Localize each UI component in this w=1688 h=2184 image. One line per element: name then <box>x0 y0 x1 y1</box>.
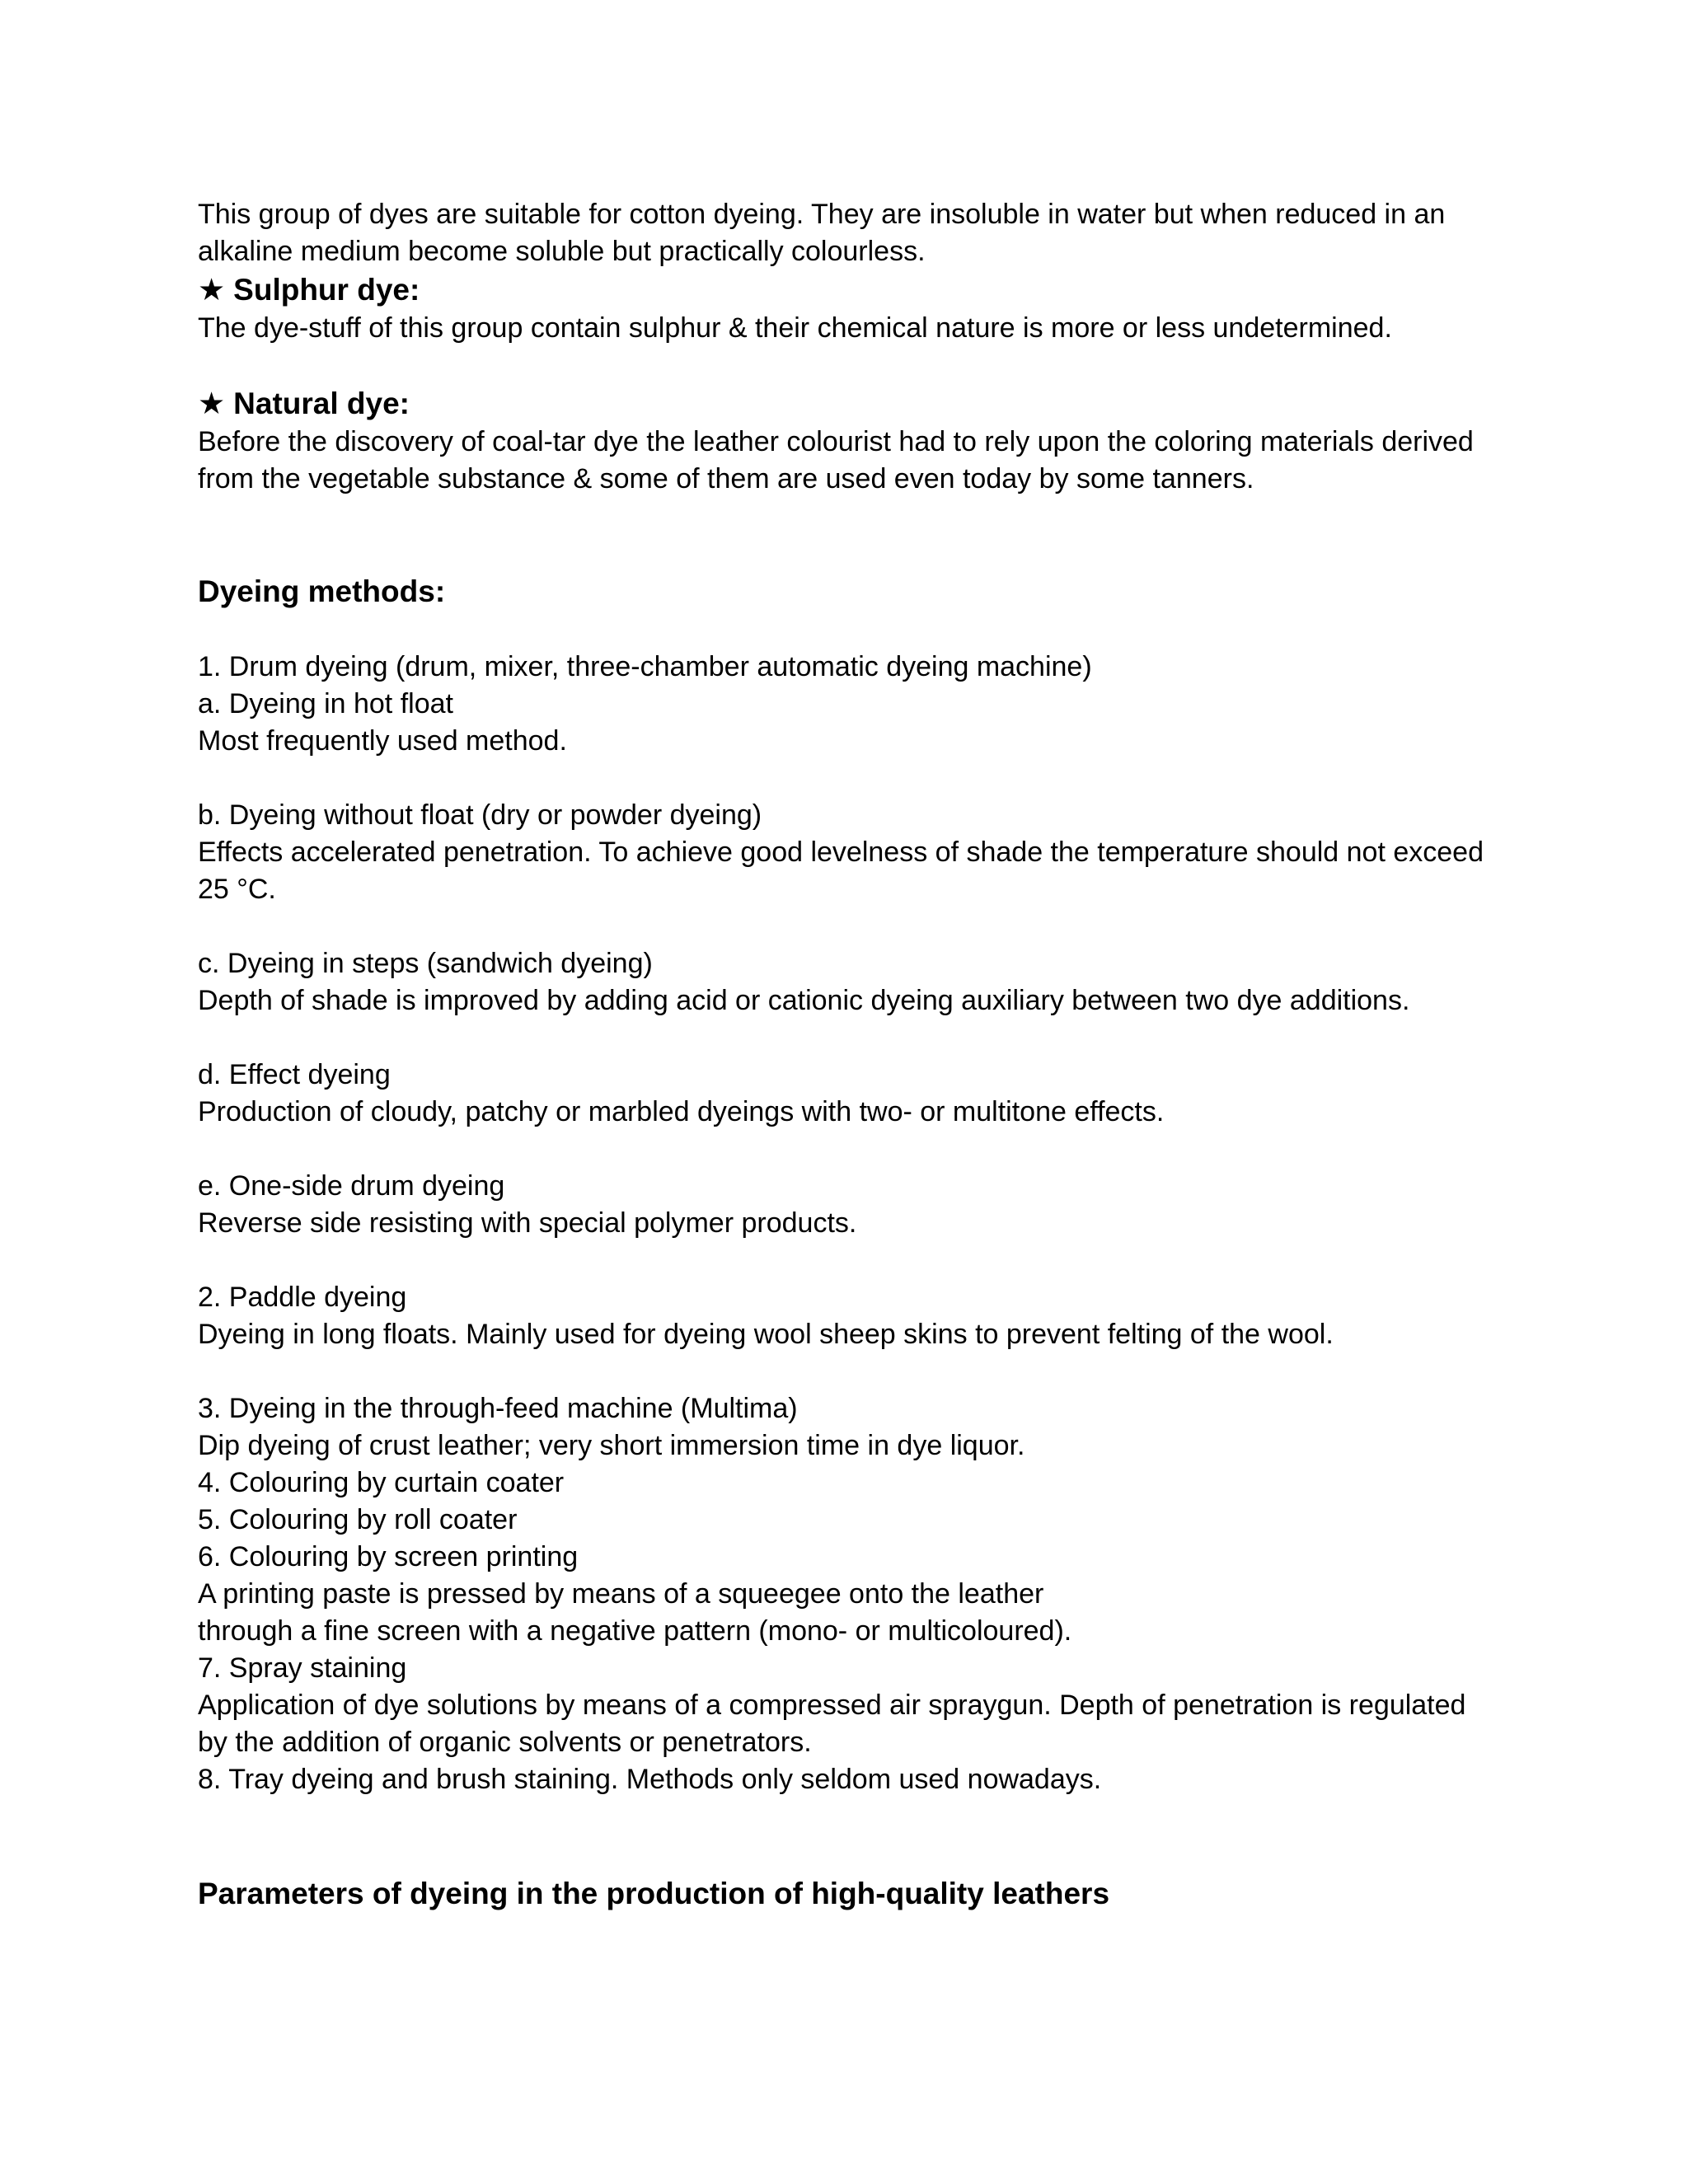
method-line: Reverse side resisting with special polymer products. <box>198 1207 857 1239</box>
spacer <box>198 612 1500 649</box>
parameters-heading: Parameters of dyeing in the production of high-quality leathers <box>198 1877 1110 1910</box>
method-line: 6. Colouring by screen printing <box>198 1541 579 1572</box>
star-bullet-icon: ★ <box>198 273 226 307</box>
method-line: 7. Spray staining <box>198 1652 407 1684</box>
method-line: Effects accelerated penetration. To achieve good levelness of shade the temperature should not exceed <box>198 837 1484 868</box>
method-line: Most frequently used method. <box>198 725 567 757</box>
natural-dye-text: from the vegetable substance & some of them are used even today by some tanners. <box>198 463 1254 494</box>
sulphur-dye-heading-text: Sulphur dye: <box>233 273 420 307</box>
method-line: 3. Dyeing in the through-feed machine (Multima) <box>198 1393 798 1424</box>
star-bullet-icon: ★ <box>198 387 226 420</box>
method-line: b. Dyeing without float (dry or powder dyeing) <box>198 799 762 831</box>
method-line: A printing paste is pressed by means of a squeegee onto the leather <box>198 1578 1044 1610</box>
method-line: Dyeing in long floats. Mainly used for dyeing wool sheep skins to prevent felting of the wool. <box>198 1319 1334 1350</box>
spacer <box>198 760 1500 797</box>
method-line: e. One-side drum dyeing <box>198 1170 505 1202</box>
method-group <box>198 1168 1500 1242</box>
method-line: 4. Colouring by curtain coater <box>198 1467 565 1498</box>
spacer <box>198 1131 1500 1168</box>
sulphur-dye-section <box>198 270 1500 347</box>
method-line: 2. Paddle dyeing <box>198 1282 407 1313</box>
method-line: Dip dyeing of crust leather; very short immersion time in dye liquor. <box>198 1430 1025 1461</box>
method-line: d. Effect dyeing <box>198 1059 391 1090</box>
dyeing-methods-heading: Dyeing methods: <box>198 574 446 608</box>
method-group <box>198 1057 1500 1131</box>
intro-line: alkaline medium become soluble but practically colourless. <box>198 236 926 267</box>
document-page <box>198 196 1500 1914</box>
intro-line: This group of dyes are suitable for cotton dyeing. They are insoluble in water but when reduced in an <box>198 199 1446 230</box>
natural-dye-text: Before the discovery of coal-tar dye the leather colourist had to rely upon the coloring materials derived <box>198 426 1474 457</box>
method-group <box>198 1279 1500 1353</box>
method-group <box>198 797 1500 908</box>
spacer <box>198 347 1500 384</box>
method-line: c. Dyeing in steps (sandwich dyeing) <box>198 948 653 979</box>
method-line: 5. Colouring by roll coater <box>198 1504 518 1535</box>
method-line: Production of cloudy, patchy or marbled dyeings with two- or multitone effects. <box>198 1096 1165 1127</box>
method-line: by the addition of organic solvents or penetrators. <box>198 1727 812 1758</box>
spacer <box>198 1798 1500 1874</box>
intro-paragraph <box>198 196 1500 270</box>
method-line: a. Dyeing in hot float <box>198 688 453 719</box>
natural-dye-section <box>198 384 1500 498</box>
spacer <box>198 498 1500 572</box>
spacer <box>198 1242 1500 1279</box>
method-line: 25 °C. <box>198 874 276 905</box>
method-line: through a fine screen with a negative pattern (mono- or multicoloured). <box>198 1615 1072 1647</box>
spacer <box>198 908 1500 945</box>
spacer <box>198 1019 1500 1057</box>
method-line: 8. Tray dyeing and brush staining. Methods only seldom used nowadays. <box>198 1764 1102 1795</box>
sulphur-dye-heading <box>198 270 1500 310</box>
method-group <box>198 1390 1500 1798</box>
method-group <box>198 649 1500 760</box>
spacer <box>198 1353 1500 1390</box>
natural-dye-heading <box>198 384 1500 424</box>
dyeing-methods-section <box>198 572 1500 1798</box>
method-group <box>198 945 1500 1019</box>
sulphur-dye-text: The dye-stuff of this group contain sulphur & their chemical nature is more or less undetermined. <box>198 312 1392 344</box>
method-line: Depth of shade is improved by adding acid or cationic dyeing auxiliary between two dye additions. <box>198 985 1410 1016</box>
natural-dye-heading-text: Natural dye: <box>233 387 410 420</box>
method-line: Application of dye solutions by means of a compressed air spraygun. Depth of penetration is regulated <box>198 1690 1466 1721</box>
method-line: 1. Drum dyeing (drum, mixer, three-chamber automatic dyeing machine) <box>198 651 1092 682</box>
